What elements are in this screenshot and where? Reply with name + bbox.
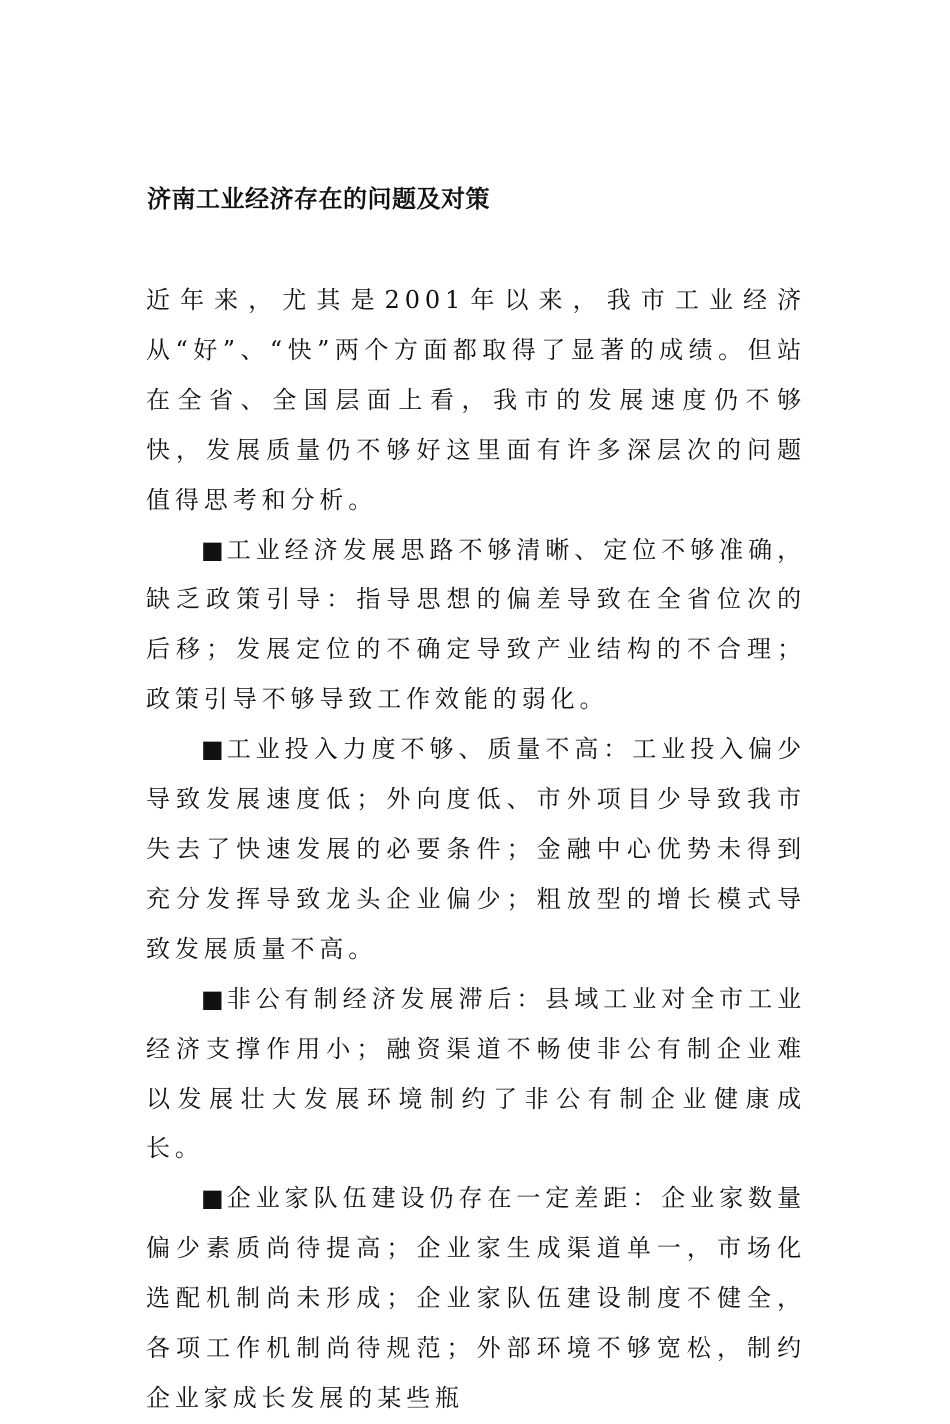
intro-paragraph: 近年来，尤其是2001年以来，我市工业经济从“好”、“快”两个方面都取得了显著的成绩。但站在全省、全国层面上看，我市的发展速度仍不够快，发展质量仍不够好这里面有许多深层次的问题值得思考和分析。	[146, 286, 806, 514]
square-bullet-icon: ■	[201, 535, 224, 564]
problem-paragraph-private-economy	[146, 975, 806, 1175]
problem-paragraph-investment	[146, 725, 806, 975]
square-bullet-icon: ■	[201, 984, 224, 1013]
problem-paragraph-strategy	[146, 526, 806, 726]
document-body	[146, 276, 806, 1424]
square-bullet-icon: ■	[201, 735, 224, 764]
problem-paragraph-strategy-text: 工业经济发展思路不够清晰、定位不够准确，缺乏政策引导：指导思想的偏差导致在全省位次的后移；发展定位的不确定导致产业结构的不合理；政策引导不够导致工作效能的弱化。	[146, 535, 806, 714]
problem-paragraph-entrepreneurs	[146, 1174, 806, 1424]
document-title: 济南工业经济存在的问题及对策	[147, 185, 490, 213]
problem-paragraph-investment-text: 工业投入力度不够、质量不高：工业投入偏少导致发展速度低；外向度低、市外项目少导致我市失去了快速发展的必要条件；金融中心优势未得到充分发挥导致龙头企业偏少；粗放型的增长模式导致发展质量不高。	[146, 735, 806, 963]
problem-paragraph-private-economy-text: 非公有制经济发展滞后：县域工业对全市工业经济支撑作用小；融资渠道不畅使非公有制企业难以发展壮大发展环境制约了非公有制企业健康成长。	[146, 984, 806, 1163]
problem-paragraph-entrepreneurs-text: 企业家队伍建设仍存在一定差距：企业家数量偏少素质尚待提高；企业家生成渠道单一，市场化选配机制尚未形成；企业家队伍建设制度不健全，各项工作机制尚待规范；外部环境不够宽松，制约企业家成长发展的某些瓶	[146, 1184, 806, 1412]
square-bullet-icon: ■	[201, 1184, 224, 1213]
